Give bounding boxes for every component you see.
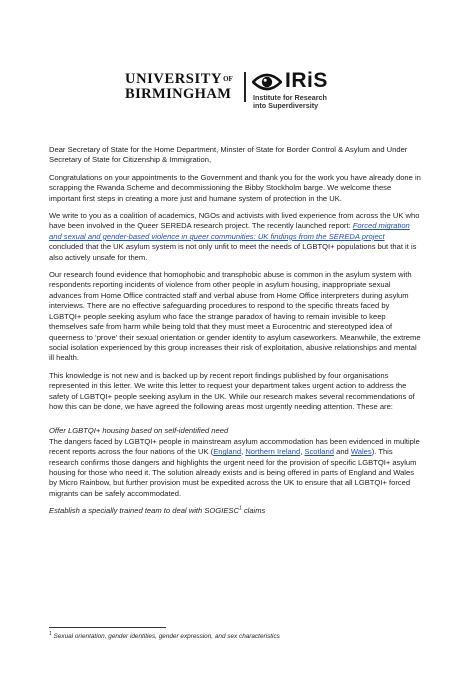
uob-wordmark-line1: UNIVERSITY bbox=[125, 71, 223, 87]
link-northern-ireland[interactable]: Northern Ireland bbox=[245, 447, 301, 457]
footnote-marker: 1 bbox=[49, 630, 52, 637]
report-link[interactable]: Forced migration and sexual and gender-based violence in queer communities: UK findings from the SEREDA project bbox=[49, 221, 410, 241]
iris-eye-icon bbox=[252, 71, 282, 93]
paragraph-research-findings: Our research found evidence that homophobic and transphobic abuse is common in the asylum system with respondents reporting incidents of violence from other people in asylum housing, inappropriate sexual advances from Home Office contracted staff and verbal abuse from Home Office interpreters during asylum interviews. There are no effective safeguarding procedures to respond to the specific threats faced by LGBTQI+ people seeking asylum who face the strange paradox of having to remain invisible to keep themselves safe from harm while being told that they must meet a Eurocentric and stereotyped idea of queerness to ‘prove’ their sexual orientation or gender identity to asylum caseworkers. Meanwhile, the extreme social isolation experienced by this group increases their risk of exploitation, abusive relationships and mental ill health. bbox=[49, 270, 421, 363]
paragraph-housing-text-1: The dangers faced by LGBTQI+ people in mainstream asylum accommodation has been evidenced in multiple recent reports across the four nations of the UK ( bbox=[49, 436, 420, 457]
footnote-separator bbox=[49, 627, 166, 628]
paragraph-housing bbox=[49, 437, 421, 499]
uob-wordmark-of: OF bbox=[223, 75, 233, 83]
link-scotland[interactable]: Scotland bbox=[304, 447, 334, 457]
letterhead bbox=[125, 70, 375, 118]
footnote bbox=[49, 632, 421, 641]
salutation: Dear Secretary of State for the Home Department, Minster of State for Border Control & Asylum and Under Secretary of State for Citizenship & Immigration, bbox=[49, 145, 408, 165]
heading-sogiesc-team bbox=[49, 506, 421, 516]
iris-wordmark: IRiS bbox=[285, 69, 328, 92]
logo-divider bbox=[244, 72, 246, 102]
separator-3: and bbox=[333, 447, 351, 457]
university-of-birmingham-logo bbox=[125, 72, 237, 102]
separator-2: , bbox=[300, 447, 305, 457]
paragraph-request: This knowledge is not new and is backed up by recent report findings published by four organisations represented in this letter. We write this letter to request your department takes urgent action to address the safety of LGBTQI+ people seeking asylum in the UK. While our research makes several recommendations of how this can be done, we have agreed the following areas most urgently needing attention. These are: bbox=[49, 370, 415, 411]
uob-wordmark-line2: BIRMINGHAM bbox=[125, 86, 232, 102]
heading-sogiesc-text: Establish a specially trained team to deal with SOGIESC bbox=[49, 506, 239, 516]
separator-1: , bbox=[241, 447, 246, 457]
iris-subtitle bbox=[253, 94, 327, 111]
footnote-ref[interactable]: 1 bbox=[238, 505, 242, 512]
iris-subtitle-line1: Institute for Research bbox=[253, 93, 327, 102]
footnote-text: Sexual orientation, gender identities, gender expression, and sex characteristics bbox=[51, 633, 280, 640]
paragraph-coalition-text-2: concluded that the UK asylum system is not only unfit to meet the needs of LGBTQI+ populations but that it is also actively unsafe for them. bbox=[49, 242, 417, 262]
iris-subtitle-line2: into Superdiversity bbox=[253, 101, 319, 111]
paragraph-coalition bbox=[49, 211, 421, 263]
paragraph-congratulations: Congratulations on your appointments to the Government and thank you for the work you have already done in scrapping the Rwanda Scheme and decommissioning the Bibby Stockholm barge. We welcome these important first steps in creating a more just and humane system of protection in the UK. bbox=[49, 172, 421, 203]
link-wales[interactable]: Wales bbox=[350, 447, 372, 457]
paragraph-housing-text-2: ). This research confirms those dangers and highlights the urgent need for the provision of specific LGBTQI+ asylum housing for those who need it. The solution already exists and is being offered in parts of England and Wales by Micro Rainbow, but further provision must be expedited across the UK to ensure that all LGBTQI+ forced migrants can be safely accommodated. bbox=[49, 447, 417, 498]
letter-body bbox=[49, 145, 421, 524]
link-england[interactable]: England bbox=[213, 447, 242, 457]
paragraph-coalition-text-1: We write to you as a coalition of academics, NGOs and activists with lived experience from across the UK who have been involved in the Queer SEREDA research project. The recently launched report: bbox=[49, 211, 420, 231]
heading-housing: Offer LGBTQI+ housing based on self-identified need bbox=[49, 426, 229, 436]
heading-sogiesc-after: claims bbox=[241, 506, 266, 516]
